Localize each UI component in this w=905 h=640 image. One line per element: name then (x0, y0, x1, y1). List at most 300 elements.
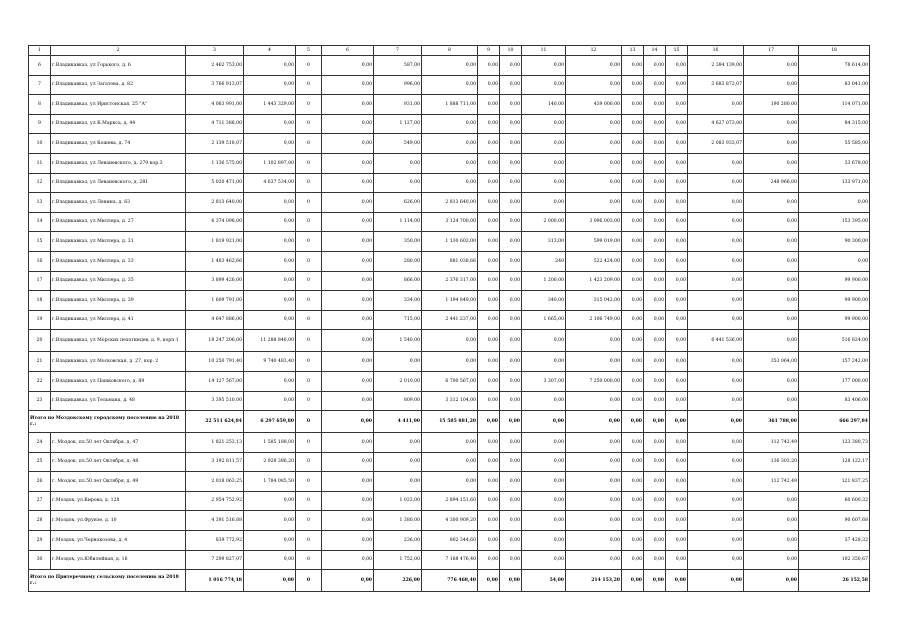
value-cell: 83 406,00 (799, 391, 870, 411)
value-cell: 83 041,00 (799, 75, 870, 95)
value-cell: 1 888 711,00 (422, 95, 478, 115)
value-cell: 0,00 (566, 352, 622, 372)
row-number-cell: 20 (29, 330, 51, 352)
value-cell: 0,00 (666, 193, 688, 213)
value-cell: 0,00 (744, 371, 799, 391)
value-cell: 0,00 (566, 391, 622, 411)
subtotal-value-cell: 22 511 624,84 (186, 411, 244, 433)
table-row (29, 95, 870, 115)
value-cell: 0,00 (622, 114, 644, 134)
column-number-cell: 17 (744, 46, 799, 56)
value-cell: 0,00 (744, 491, 799, 511)
subtotal-value-cell: 0,00 (244, 570, 296, 592)
table-row (29, 472, 870, 492)
value-cell: 0,00 (666, 310, 688, 330)
value-cell: 0,00 (644, 291, 666, 311)
value-cell: 0,00 (500, 291, 522, 311)
value-cell: 0,00 (799, 193, 870, 213)
value-cell: 0,00 (500, 352, 522, 372)
value-cell: 0,00 (422, 173, 478, 193)
table-row (29, 531, 870, 551)
row-number-cell: 10 (29, 134, 51, 154)
value-cell: 0,00 (522, 193, 566, 213)
value-cell: 0,00 (688, 472, 744, 492)
table-row (29, 114, 870, 134)
value-cell: 0,00 (622, 153, 644, 173)
table-row (29, 452, 870, 472)
value-cell: 0,00 (478, 95, 500, 115)
value-cell: 2 376 317,00 (422, 271, 478, 291)
value-cell: 0,00 (744, 251, 799, 271)
value-cell: 0,00 (666, 511, 688, 531)
value-cell: 0,00 (688, 352, 744, 372)
value-cell: 313,00 (522, 232, 566, 252)
value-cell: 0,00 (322, 391, 374, 411)
address-cell: г.Владикавказ, ул Миллера, д. 41 (51, 310, 186, 330)
value-cell: 0,00 (644, 310, 666, 330)
row-number-cell: 21 (29, 352, 51, 372)
value-cell: 802 344,60 (422, 531, 478, 551)
value-cell: 0,00 (244, 56, 296, 76)
row-number-cell: 30 (29, 550, 51, 570)
value-cell: 0 (296, 472, 322, 492)
subtotal-value-cell: 0,00 (644, 411, 666, 433)
value-cell: 516 824,00 (799, 330, 870, 352)
subtotal-value-cell: 0,00 (688, 411, 744, 433)
value-cell: 78 614,00 (799, 56, 870, 76)
row-number-cell: 25 (29, 452, 51, 472)
value-cell: 2 441 237,00 (422, 310, 478, 330)
value-cell: 128 122,17 (799, 452, 870, 472)
value-cell: 1 127,00 (374, 114, 422, 134)
value-cell: 0,00 (500, 511, 522, 531)
value-cell: 0,00 (322, 433, 374, 453)
value-cell: 0,00 (566, 173, 622, 193)
value-cell: 0,00 (478, 114, 500, 134)
row-number-cell: 18 (29, 291, 51, 311)
value-cell: 0,00 (566, 153, 622, 173)
value-cell: 0,00 (322, 134, 374, 154)
value-cell: 0,00 (566, 56, 622, 76)
value-cell: 112 742,49 (744, 433, 799, 453)
value-cell: 0,00 (500, 153, 522, 173)
value-cell: 0 (296, 232, 322, 252)
value-cell: 0,00 (522, 472, 566, 492)
row-number-cell: 11 (29, 153, 51, 173)
row-number-cell: 27 (29, 491, 51, 511)
row-number-cell: 23 (29, 391, 51, 411)
address-cell: г.Владикавказ, ул Иристонская, 25 "А" (51, 95, 186, 115)
table-row (29, 391, 870, 411)
value-cell: 0,00 (500, 371, 522, 391)
value-cell: 0 (296, 114, 322, 134)
value-cell: 0,00 (244, 491, 296, 511)
value-cell: 2 813 640,00 (186, 193, 244, 213)
value-cell: 0,00 (744, 232, 799, 252)
value-cell: 0,00 (500, 75, 522, 95)
column-number-cell: 18 (799, 46, 870, 56)
value-cell: 1 821 253,13 (186, 433, 244, 453)
column-number-cell: 9 (478, 46, 500, 56)
value-cell: 7 188 476,40 (422, 550, 478, 570)
table-row (29, 433, 870, 453)
value-cell: 0,00 (644, 491, 666, 511)
subtotal-value-cell: 776 468,40 (422, 570, 478, 592)
value-cell: 0,00 (478, 491, 500, 511)
value-cell: 0,00 (622, 251, 644, 271)
value-cell: 0 (296, 531, 322, 551)
value-cell: 0,00 (522, 173, 566, 193)
address-cell: г.Владикавказ, ул Пашковского, д. 89 (51, 371, 186, 391)
column-number-cell: 1 (29, 46, 51, 56)
address-cell: г.Владикавказ, ул Миллера, д. 35 (51, 271, 186, 291)
value-cell: 0,00 (744, 330, 799, 352)
value-cell: 0,00 (478, 212, 500, 232)
value-cell: 0,00 (478, 271, 500, 291)
value-cell: 0,00 (666, 472, 688, 492)
subtotal-value-cell: 0,00 (622, 411, 644, 433)
value-cell: 0,00 (666, 550, 688, 570)
value-cell: 0,00 (622, 472, 644, 492)
table-row (29, 352, 870, 372)
value-cell: 0 (296, 193, 322, 213)
value-cell: 9 740 483,40 (244, 352, 296, 372)
table-row (29, 291, 870, 311)
value-cell: 0,00 (244, 511, 296, 531)
value-cell: 0,00 (374, 433, 422, 453)
value-cell: 439 000,00 (566, 95, 622, 115)
value-cell: 14 127 567,00 (186, 371, 244, 391)
table-row (29, 491, 870, 511)
address-cell: г.Владикавказ, ул Тельмана, д. 48 (51, 391, 186, 411)
value-cell: 0,00 (688, 271, 744, 291)
value-cell: 0,00 (644, 75, 666, 95)
value-cell: 0,00 (374, 352, 422, 372)
value-cell: 0,00 (374, 173, 422, 193)
value-cell: 0,00 (622, 134, 644, 154)
value-cell: 0 (296, 56, 322, 76)
value-cell: 0,00 (744, 114, 799, 134)
value-cell: 0,00 (244, 212, 296, 232)
value-cell: 0,00 (622, 433, 644, 453)
address-cell: г.Владикавказ, ул Загатова, д. 82 (51, 75, 186, 95)
value-cell: 0 (296, 291, 322, 311)
value-cell: 0,00 (688, 212, 744, 232)
subtotal-value-cell: 361 788,00 (744, 411, 799, 433)
address-cell: г.Владикавказ, ул Миллера, д. 39 (51, 291, 186, 311)
table-row (29, 153, 870, 173)
value-cell: 0,00 (644, 212, 666, 232)
value-cell: 0 (296, 173, 322, 193)
address-cell: г. Моздок, пл.50 лет Октября, д. 48 (51, 452, 186, 472)
value-cell: 3 899 426,00 (186, 271, 244, 291)
row-number-cell: 15 (29, 232, 51, 252)
subtotal-value-cell: 0,00 (478, 411, 500, 433)
value-cell: 0,00 (688, 193, 744, 213)
subtotal-value-cell: 0,00 (500, 411, 522, 433)
value-cell: 3 312 104,00 (422, 391, 478, 411)
value-cell: 1 114,00 (374, 212, 422, 232)
value-cell: 0 (296, 433, 322, 453)
value-cell: 0,00 (244, 271, 296, 291)
subtotal-value-cell: 0 (296, 411, 322, 433)
address-cell: г.Владикавказ, ул Ленина, д. 63 (51, 193, 186, 213)
subtotal-value-cell: 0,00 (644, 570, 666, 592)
value-cell: 0,00 (244, 134, 296, 154)
subtotal-value-cell: 0,00 (322, 570, 374, 592)
value-cell: 0,00 (566, 452, 622, 472)
value-cell: 881 038,66 (422, 251, 478, 271)
value-cell: 0,00 (244, 193, 296, 213)
value-cell: 0,00 (322, 330, 374, 352)
value-cell: 0,00 (500, 95, 522, 115)
value-cell: 0,00 (622, 550, 644, 570)
value-cell: 0,00 (622, 371, 644, 391)
value-cell: 0 (296, 153, 322, 173)
value-cell: 133 971,00 (799, 173, 870, 193)
address-cell: г.Владикавказ, ул Миллера, д. 33 (51, 251, 186, 271)
value-cell: 809,00 (374, 391, 422, 411)
value-cell: 153 395,00 (799, 212, 870, 232)
value-cell: 0,00 (688, 491, 744, 511)
row-number-cell: 12 (29, 173, 51, 193)
address-cell: г.Владикавказ, ул Морских пехотинцев, д. 9, корп.1 (51, 330, 186, 352)
value-cell: 0,00 (422, 472, 478, 492)
value-cell: 0,00 (322, 193, 374, 213)
value-cell: 0,00 (478, 391, 500, 411)
value-cell: 0,00 (666, 56, 688, 76)
value-cell: 0,00 (322, 352, 374, 372)
row-number-cell: 16 (29, 251, 51, 271)
column-number-cell: 10 (500, 46, 522, 56)
value-cell: 55 585,00 (799, 134, 870, 154)
value-cell: 0,00 (422, 433, 478, 453)
value-cell: 0,00 (422, 134, 478, 154)
value-cell: 0 (296, 550, 322, 570)
value-cell: 236,00 (374, 531, 422, 551)
value-cell: 0,00 (244, 550, 296, 570)
row-number-cell: 26 (29, 472, 51, 492)
table-row (29, 251, 870, 271)
table-row (29, 134, 870, 154)
value-cell: 996,00 (374, 75, 422, 95)
value-cell: 0,00 (478, 371, 500, 391)
value-cell: 334,00 (374, 291, 422, 311)
subtotal-value-cell: 0,00 (666, 570, 688, 592)
value-cell: 0,00 (622, 232, 644, 252)
value-cell: 0,00 (522, 75, 566, 95)
value-cell: 0,00 (622, 511, 644, 531)
value-cell: 1 023,00 (374, 491, 422, 511)
value-cell: 0,00 (644, 531, 666, 551)
value-cell: 2 139 518,07 (186, 134, 244, 154)
value-cell: 6 441 536,00 (688, 330, 744, 352)
value-cell: 4 063 991,00 (186, 95, 244, 115)
value-cell: 0,00 (644, 153, 666, 173)
value-cell: 0,00 (688, 291, 744, 311)
subtotal-value-cell: 6 297 659,80 (244, 411, 296, 433)
subtotal-row (29, 411, 870, 433)
column-number-cell: 4 (244, 46, 296, 56)
column-number-cell: 3 (186, 46, 244, 56)
value-cell: 7 299 827,07 (186, 550, 244, 570)
table-row (29, 193, 870, 213)
column-number-cell: 11 (522, 46, 566, 56)
value-cell: 0,00 (244, 371, 296, 391)
value-cell: 4 647 886,00 (186, 310, 244, 330)
value-cell: 0,00 (422, 75, 478, 95)
row-number-cell: 6 (29, 56, 51, 76)
value-cell: 0,00 (422, 56, 478, 76)
value-cell: 0,00 (666, 371, 688, 391)
value-cell: 2 894 151,60 (422, 491, 478, 511)
value-cell: 1 819 921,00 (186, 232, 244, 252)
value-cell: 3 683 872,07 (688, 75, 744, 95)
value-cell: 0,00 (644, 173, 666, 193)
value-cell: 4 637 534,00 (244, 173, 296, 193)
subtotal-value-cell: 15 585 881,20 (422, 411, 478, 433)
value-cell: 0,00 (500, 114, 522, 134)
value-cell: 0,00 (244, 251, 296, 271)
value-cell: 0,00 (322, 452, 374, 472)
subtotal-value-cell: 0,00 (744, 570, 799, 592)
subtotal-value-cell: 0,00 (322, 411, 374, 433)
value-cell: 0,00 (566, 550, 622, 570)
value-cell: 0,00 (622, 452, 644, 472)
value-cell: 0,00 (522, 330, 566, 352)
value-cell: 0,00 (522, 56, 566, 76)
value-cell: 248 966,00 (744, 173, 799, 193)
value-cell: 0,00 (322, 56, 374, 76)
subtotal-value-cell: 0 (296, 570, 322, 592)
value-cell: 0 (296, 330, 322, 352)
value-cell: 0,00 (744, 550, 799, 570)
value-cell: 0,00 (478, 330, 500, 352)
value-cell: 0,00 (744, 391, 799, 411)
value-cell: 90 300,00 (799, 232, 870, 252)
value-cell: 0,00 (644, 472, 666, 492)
value-cell: 190 280,00 (744, 95, 799, 115)
value-cell: 0,00 (666, 352, 688, 372)
subtotal-value-cell: 666 297,84 (799, 411, 870, 433)
table-row (29, 310, 870, 330)
value-cell: 0,00 (666, 433, 688, 453)
value-cell: 0,00 (478, 352, 500, 372)
value-cell: 0,00 (322, 291, 374, 311)
value-cell: 0,00 (500, 472, 522, 492)
value-cell: 7 250 000,00 (566, 371, 622, 391)
value-cell: 0 (296, 95, 322, 115)
value-cell: 0,00 (666, 452, 688, 472)
value-cell: 0,00 (644, 511, 666, 531)
value-cell: 2 954 752,92 (186, 491, 244, 511)
value-cell: 0,00 (322, 310, 374, 330)
value-cell: 0,00 (500, 391, 522, 411)
value-cell: 0,00 (688, 391, 744, 411)
address-cell: г.Владикавказ, ул Леваневского, д. 279 кор.3 (51, 153, 186, 173)
row-number-cell: 28 (29, 511, 51, 531)
value-cell: 0,00 (666, 95, 688, 115)
value-cell: 0,00 (622, 75, 644, 95)
address-cell: г. Моздок, пл.50 лет Октября, д. 49 (51, 472, 186, 492)
value-cell: 0,00 (666, 212, 688, 232)
row-number-cell: 22 (29, 371, 51, 391)
value-cell: 3 192 811,57 (186, 452, 244, 472)
value-cell: 0,00 (644, 330, 666, 352)
value-cell: 99 900,00 (799, 271, 870, 291)
spreadsheet-page (28, 45, 870, 592)
value-cell: 0,00 (666, 291, 688, 311)
value-cell: 0,00 (500, 173, 522, 193)
value-cell: 2 000,00 (522, 212, 566, 232)
column-number-cell: 16 (688, 46, 744, 56)
value-cell: 0,00 (322, 114, 374, 134)
value-cell: 0,00 (566, 491, 622, 511)
value-cell: 99 900,00 (799, 291, 870, 311)
value-cell: 0,00 (322, 531, 374, 551)
address-cell: г.Моздок, ул.Фрунзе, д. 10 (51, 511, 186, 531)
value-cell: 0,00 (478, 452, 500, 472)
value-cell: 0,00 (688, 153, 744, 173)
value-cell: 0,00 (422, 114, 478, 134)
value-cell: 1 784 085,50 (244, 472, 296, 492)
value-cell: 0,00 (322, 511, 374, 531)
value-cell: 0,00 (622, 95, 644, 115)
value-cell: 90 607,68 (799, 511, 870, 531)
value-cell: 0,00 (666, 251, 688, 271)
value-cell: 0,00 (322, 232, 374, 252)
table-row (29, 212, 870, 232)
value-cell: 0,00 (744, 193, 799, 213)
value-cell: 0,00 (622, 212, 644, 232)
table-body (29, 46, 870, 592)
table-row (29, 550, 870, 570)
value-cell: 112 742,49 (744, 472, 799, 492)
value-cell: 0,00 (688, 251, 744, 271)
value-cell: 0,00 (644, 95, 666, 115)
value-cell: 1 136 575,00 (186, 153, 244, 173)
value-cell: 0,00 (744, 56, 799, 76)
value-cell: 0,00 (666, 153, 688, 173)
value-cell: 0,00 (566, 433, 622, 453)
address-cell: г.Владикавказ, ул Кошева, д. 74 (51, 134, 186, 154)
value-cell: 11 288 846,00 (244, 330, 296, 352)
value-cell: 0,00 (478, 173, 500, 193)
value-cell: 0,00 (500, 433, 522, 453)
value-cell: 0,00 (322, 491, 374, 511)
value-cell: 1 380,00 (374, 511, 422, 531)
value-cell: 0,00 (644, 56, 666, 76)
subtotal-label-cell: Итого по Притеречному сельскому поселению на 2018 г.: (29, 570, 186, 592)
value-cell: 0,00 (244, 310, 296, 330)
value-cell: 0,00 (522, 114, 566, 134)
column-number-cell: 13 (622, 46, 644, 56)
value-cell: 0,00 (622, 271, 644, 291)
value-cell: 0,00 (244, 75, 296, 95)
table-row (29, 173, 870, 193)
value-cell: 2 010,00 (374, 371, 422, 391)
subtotal-value-cell: 0,00 (666, 411, 688, 433)
row-number-cell: 24 (29, 433, 51, 453)
value-cell: 0,00 (244, 114, 296, 134)
value-cell: 0,00 (566, 531, 622, 551)
subtotal-value-cell: 26 152,58 (799, 570, 870, 592)
value-cell: 4 627 073,00 (688, 114, 744, 134)
address-cell: г.Владикавказ, ул Московская, д. 27, кор. 2 (51, 352, 186, 372)
value-cell: 0,00 (644, 193, 666, 213)
value-cell: 0,00 (478, 550, 500, 570)
value-cell: 0,00 (322, 95, 374, 115)
